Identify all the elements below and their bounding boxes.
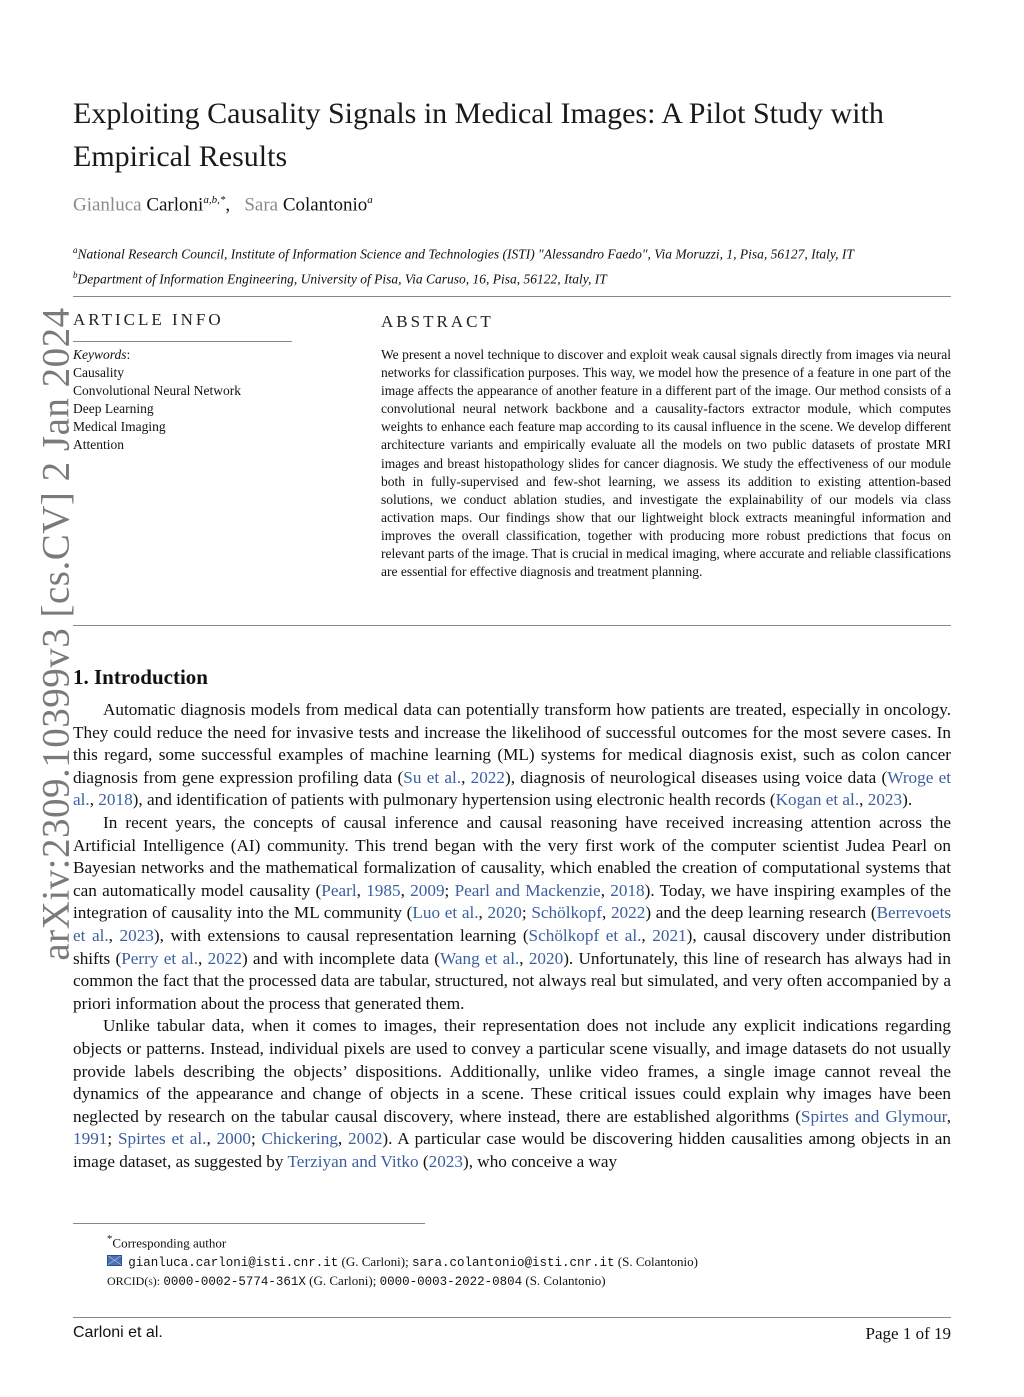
introduction-body (73, 699, 951, 1173)
citation-link[interactable]: 2023 (867, 790, 903, 810)
author-given-name: Gianluca (73, 194, 142, 216)
footnote-corresponding-text: Corresponding author (112, 1235, 227, 1251)
email-link[interactable]: gianluca.carloni@isti.cnr.it (128, 1255, 339, 1270)
paragraph-text: ), who conceive a way (462, 1151, 618, 1171)
paragraph-text: , (478, 903, 488, 923)
footnote-mark: * (107, 1233, 113, 1245)
citation-link[interactable]: Chickering (261, 1129, 338, 1149)
footnote-corresponding (107, 1230, 698, 1253)
citation-link[interactable]: 2022 (207, 948, 242, 968)
paragraph-text: ; (107, 1129, 118, 1149)
paragraph-text: , (108, 925, 120, 945)
article-info-heading: ARTICLE INFO (73, 310, 224, 329)
citation-link[interactable]: Wang et al. (440, 948, 520, 968)
paragraph-text: , (601, 903, 611, 923)
paragraph-text: , (600, 880, 611, 900)
affiliation (73, 240, 963, 265)
orcid-id[interactable]: 0000-0002-5774-361X (163, 1275, 306, 1290)
citation-link[interactable]: 2021 (652, 925, 687, 945)
paragraph-text: ). Today, we have inspiring examples of the integration of causality into the ML community ( (73, 880, 952, 923)
author-family-name: Colantonio (282, 194, 368, 216)
paragraph-text: , (461, 767, 471, 787)
email-link[interactable]: sara.colantonio@isti.cnr.it (411, 1255, 615, 1270)
orcid-owner: (S. Colantonio) (525, 1273, 606, 1289)
paragraph-text: Unlike tabular data, when it comes to images, their representation does not include any explicit indications regarding objects or patterns. Instead, individual pixels are used to convey a particular scene visually, and image datasets do not usually provide labels describing the objects’ dispositions. Additionally, unlike video frames, a single image cannot reveal the dynamics of the appearance and change of objects in a scene. These critical issues could explain why images have been neglected by research on the tabular causal discovery, where instead, there are established algorithms ( (73, 1016, 951, 1126)
paragraph-text: ) and the deep learning research ( (645, 903, 877, 923)
keyword: Deep Learning (73, 401, 154, 416)
paragraph-text: , (206, 1129, 217, 1149)
paragraph-text: ( (418, 1151, 429, 1171)
paragraph-text: ), with extensions to causal representation learning ( (153, 925, 529, 945)
paragraph-text: ). Unfortunately, this line of research has always had in common the fact that the processed data are tabular, structured, not always real but simulated, and very often accompanied by a priori information about the process that generated them. (73, 948, 952, 1013)
paragraph-text: Automatic diagnosis models from medical data can potentially transform how patients are treated, especially in oncology. They could reduce the need for invasive tests and increase the likelihood of successful outcomes for the most severe cases. In this regard, some successful examples of machine learning (ML) systems for medical diagnosis exist, such as colon cancer diagnosis from gene expression profiling data ( (73, 700, 951, 787)
paragraph-text: ; (250, 1129, 262, 1149)
keyword: Convolutional Neural Network (73, 383, 241, 398)
top-divider (73, 296, 951, 297)
citation-link[interactable]: Terziyan and Vitko (287, 1151, 419, 1171)
paragraph-text: ). A particular case would be discovering hidden causalities among objects in an image dataset, as suggested by (73, 1129, 951, 1171)
paragraph-text: , (356, 880, 367, 900)
email-owner: (G. Carloni) (341, 1253, 406, 1269)
footnote-emails: gianluca.carloni@isti.cnr.it (G. Carloni); sara.colantonio@isti.cnr.it (S. Colantonio) (107, 1253, 698, 1273)
citation-link[interactable]: 2020 (528, 948, 564, 968)
paragraph-text: , (641, 925, 653, 945)
section-number: 1. (73, 665, 89, 689)
email-owner: (S. Colantonio) (617, 1253, 698, 1269)
citation-link[interactable]: Spirtes and Glymour (800, 1106, 947, 1126)
footnotes (107, 1230, 698, 1292)
citation-link[interactable]: 1991 (73, 1129, 108, 1149)
orcid-label: ORCID(s): (107, 1274, 161, 1289)
keywords-label: Keywords (73, 347, 127, 362)
footnote-divider (73, 1223, 425, 1224)
affiliations (73, 240, 963, 289)
paragraph-text: , (946, 1106, 951, 1126)
paragraph-text: , (859, 790, 868, 810)
citation-link[interactable]: Berrevoets et al. (73, 903, 952, 945)
citation-link[interactable]: Su et al. (403, 767, 462, 787)
author-family-name: Carloni (146, 194, 204, 216)
page-number: Page 1 of 19 (865, 1324, 951, 1343)
citation-link[interactable]: 2020 (487, 903, 522, 923)
citation-link[interactable]: 1985 (366, 880, 401, 900)
paragraph-text: , (89, 790, 99, 810)
citation-link[interactable]: Schölkopf et al. (528, 925, 642, 945)
paragraph-text: , (198, 948, 208, 968)
paragraph-text: , (337, 1129, 349, 1149)
author-given-name: Sara (244, 194, 279, 216)
section-heading (73, 665, 208, 690)
footer-divider (73, 1317, 951, 1318)
paragraph-text: ; (444, 880, 455, 900)
paragraph-text: ; (521, 903, 532, 923)
author-marks: a (367, 194, 373, 206)
keywords-label-line: Keywords: (73, 347, 131, 362)
keywords-block (73, 346, 241, 454)
citation-link[interactable]: Schölkopf (531, 903, 602, 923)
body-paragraph (73, 812, 951, 1015)
paragraph-text: ), diagnosis of neurological diseases using voice data ( (504, 767, 888, 787)
affiliation-text: National Research Council, Institute of Information Science and Technologies (ISTI) "Alessandro Faedo", Via Moruzzi, 1, Pisa, 56127, Italy, IT (77, 246, 854, 262)
citation-link[interactable]: Wroge et al. (73, 767, 952, 810)
abstract-divider (73, 625, 951, 626)
paragraph-text: , (400, 880, 411, 900)
citation-link[interactable]: 2009 (410, 880, 445, 900)
citation-link[interactable]: 2002 (348, 1129, 383, 1149)
citation-link[interactable]: Pearl and Mackenzie (454, 880, 601, 900)
section-title: Introduction (94, 665, 208, 689)
paragraph-text: , (519, 948, 529, 968)
citation-link[interactable]: 2018 (610, 880, 645, 900)
citation-link[interactable]: 2022 (470, 767, 505, 787)
citation-link[interactable]: Spirtes et al. (117, 1129, 207, 1149)
paragraph-text: In recent years, the concepts of causal inference and causal reasoning have received increasing attention across the Artificial Intelligence (AI) community. This trend began with the very first work of the computer scientist Judea Pearl on Bayesian networks and the mathematical formalization of causality, which enabled the creation of computational systems that can automatically model causality ( (73, 812, 951, 900)
citation-link[interactable]: 2022 (610, 903, 646, 923)
keyword: Causality (73, 365, 124, 380)
abstract-text: We present a novel technique to discover and exploit weak causal signals directly from images via neural networks for classification purposes. This way, we model how the presence of a feature in one part of the image affects the appearance of another feature in a different part of the image. Our method consists of a convolutional neural network backbone and a causality-factors extractor module, which computes weights to enhance each feature map according to its causal influence in the scene. We develop different architecture variants and empirically evaluate all the models on two public datasets of prostate MRI images and breast histopathology slides for cancer diagnosis. We study the effectiveness of our module both in fully-supervised and few-shot learning, we assess its addition to existing attention-based solutions, we conduct ablation studies, and investigate the explainability of our models via class activation maps. Our findings show that our lightweight block extracts meaningful information and improves the overall classification, together with producing more robust predictions that focus on relevant parts of the image. That is crucial in medical imaging, where accurate and reliable classifications are essential for effective diagnosis and treatment planning. (381, 347, 951, 580)
citation-link[interactable]: 2000 (216, 1129, 251, 1149)
footnote-orcids: ORCID(s): 0000-0002-5774-361X (G. Carloni); 0000-0003-2022-0804 (S. Colantonio) (107, 1273, 606, 1290)
citation-link[interactable]: 2023 (119, 925, 154, 945)
author-list: Gianluca Carloni$^{a,b,*}$, Sara Colantonio$^a$ (73, 194, 373, 216)
running-author: Carloni et al. (73, 1324, 163, 1341)
citation-link[interactable]: 2023 (428, 1151, 463, 1171)
citation-link[interactable]: Kogan et al. (775, 790, 860, 810)
affiliation (73, 265, 963, 290)
paragraph-text: ), and identification of patients with pulmonary hypertension using electronic health records ( (132, 790, 776, 810)
affiliation-mark: a (73, 245, 78, 255)
paragraph-text: ). (902, 790, 913, 810)
keyword: Attention (73, 437, 124, 452)
author-marks: a,b,* (203, 194, 226, 206)
citation-link[interactable]: Perry et al. (121, 948, 199, 968)
citation-link[interactable]: Pearl (321, 880, 357, 900)
paper-title: Exploiting Causality Signals in Medical Images: A Pilot Study with Empirical Results (73, 97, 884, 173)
citation-link[interactable]: 2018 (98, 790, 133, 810)
citation-link[interactable]: Luo et al. (412, 903, 479, 923)
affiliation-mark: b (73, 269, 78, 280)
arxiv-stamp[interactable]: arXiv:2309.10399v3 [cs.CV] 2 Jan 2024 (34, 307, 78, 961)
body-paragraph (73, 699, 951, 812)
keyword: Medical Imaging (73, 419, 166, 434)
paragraph-text: ), causal discovery under distribution shifts ( (73, 925, 951, 968)
paragraph-text: ) and with incomplete data ( (241, 948, 441, 968)
article-info-divider (73, 341, 292, 342)
mail-icon (107, 1255, 122, 1266)
affiliation-text: Department of Information Engineering, University of Pisa, Via Caruso, 16, Pisa, 56122, Italy, IT (77, 271, 607, 286)
abstract-heading: ABSTRACT (381, 312, 494, 331)
orcid-id[interactable]: 0000-0003-2022-0804 (379, 1275, 523, 1290)
body-paragraph (73, 1015, 951, 1173)
orcid-owner: (G. Carloni) (309, 1273, 373, 1289)
